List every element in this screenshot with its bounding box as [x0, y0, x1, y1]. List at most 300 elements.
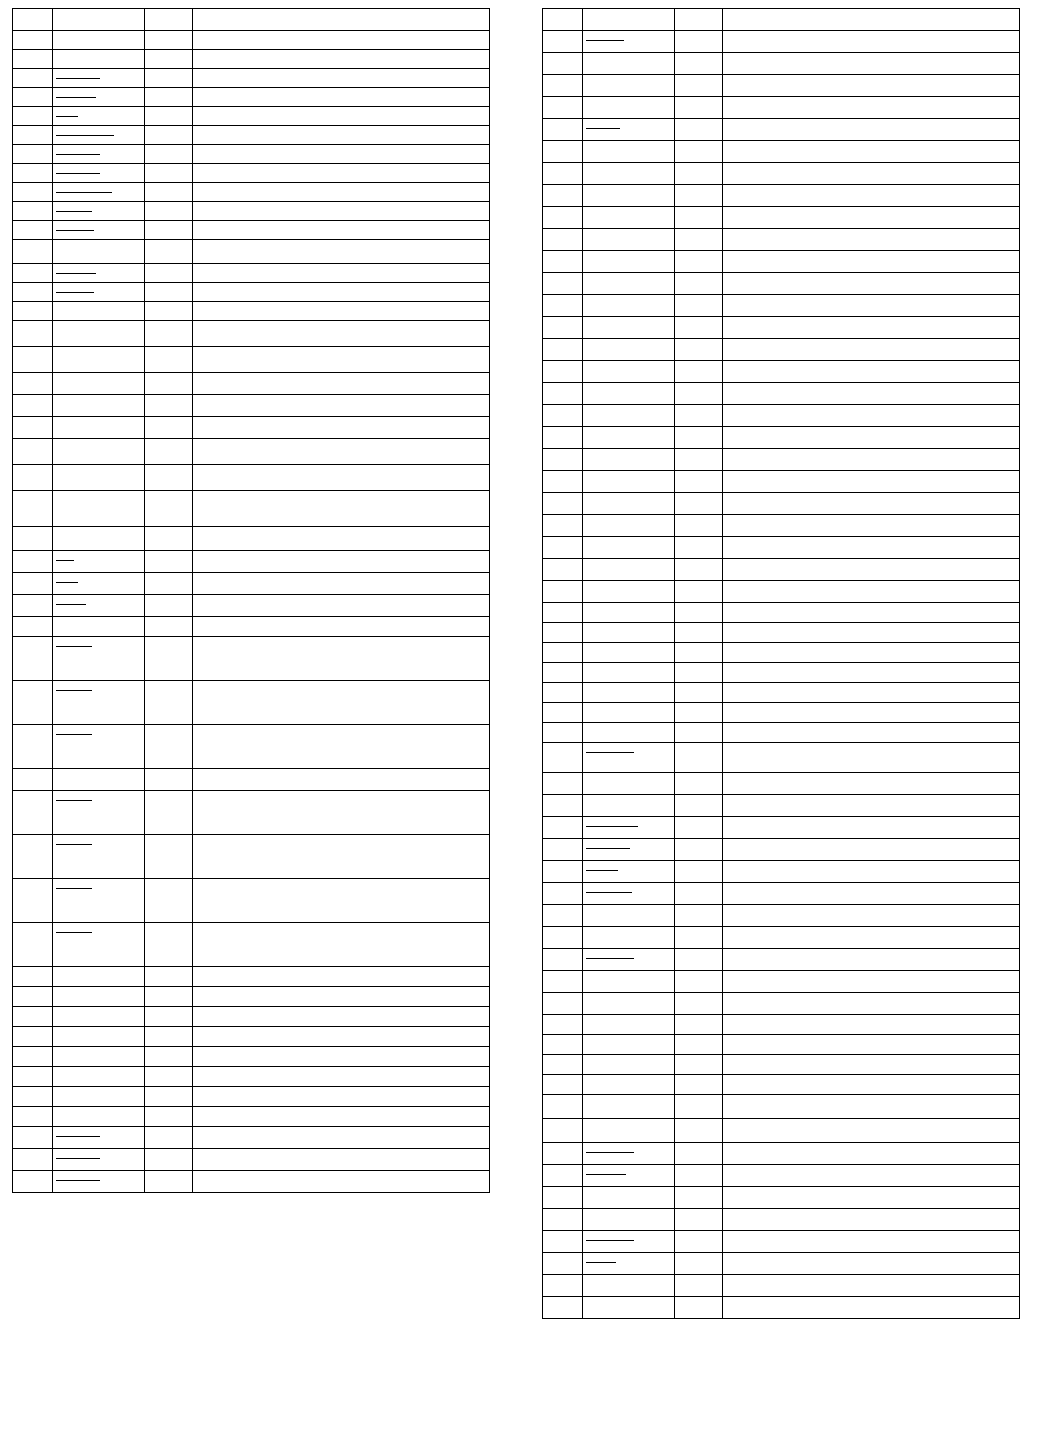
- row-name-cell: [583, 339, 675, 361]
- row-number-cell: [543, 185, 583, 207]
- row-code-cell: [675, 1165, 723, 1187]
- underline-mark: [586, 1233, 634, 1241]
- underline-mark: [56, 881, 92, 889]
- underline-mark: [586, 819, 638, 827]
- underline-mark: [56, 285, 94, 293]
- row-code-cell: [675, 141, 723, 163]
- row-code-cell: [145, 283, 193, 302]
- row-number-cell: [13, 1149, 53, 1171]
- table-row: [13, 417, 490, 439]
- row-number-cell: [543, 537, 583, 559]
- row-code-cell: [675, 427, 723, 449]
- underline-mark: [56, 266, 96, 274]
- underline-mark: [56, 128, 114, 136]
- underline-mark: [56, 185, 112, 193]
- row-description-cell: [723, 861, 1020, 883]
- row-number-cell: [13, 240, 53, 264]
- row-description-cell: [723, 703, 1020, 723]
- row-name-cell: [583, 229, 675, 251]
- underline-mark: [586, 33, 624, 41]
- table-row: [543, 515, 1020, 537]
- row-code-cell: [675, 185, 723, 207]
- underline-mark: [56, 71, 100, 79]
- row-number-cell: [543, 1231, 583, 1253]
- row-name-cell: [53, 283, 145, 302]
- row-name-cell: [583, 163, 675, 185]
- row-code-cell: [145, 1107, 193, 1127]
- table-row: [543, 317, 1020, 339]
- table-row: [13, 1149, 490, 1171]
- row-description-cell: [723, 743, 1020, 773]
- table-row: [543, 883, 1020, 905]
- row-name-cell: [583, 75, 675, 97]
- row-name-cell: [53, 417, 145, 439]
- row-code-cell: [675, 839, 723, 861]
- table-row: [13, 164, 490, 183]
- row-number-cell: [543, 449, 583, 471]
- row-number-cell: [543, 31, 583, 53]
- row-number-cell: [13, 1171, 53, 1193]
- row-number-cell: [13, 791, 53, 835]
- row-name-cell: [583, 383, 675, 405]
- row-number-cell: [13, 1127, 53, 1149]
- row-description-cell: [723, 537, 1020, 559]
- row-number-cell: [13, 264, 53, 283]
- row-description-cell: [193, 373, 490, 395]
- underline-mark: [56, 553, 74, 561]
- row-name-cell: [53, 221, 145, 240]
- row-number-cell: [543, 773, 583, 795]
- underline-mark: [56, 639, 92, 647]
- underline-mark: [56, 1151, 100, 1159]
- row-code-cell: [675, 471, 723, 493]
- row-description-cell: [723, 1165, 1020, 1187]
- row-name-cell: [53, 551, 145, 573]
- row-description-cell: [193, 923, 490, 967]
- row-code-cell: [675, 493, 723, 515]
- row-description-cell: [193, 164, 490, 183]
- row-description-cell: [193, 88, 490, 107]
- table-row: [543, 817, 1020, 839]
- table-row: [543, 53, 1020, 75]
- row-code-cell: [675, 1275, 723, 1297]
- row-description-cell: [723, 1209, 1020, 1231]
- row-number-cell: [13, 573, 53, 595]
- row-code-cell: [675, 31, 723, 53]
- row-name-cell: [583, 1253, 675, 1275]
- row-code-cell: [675, 1143, 723, 1165]
- row-name-cell: [583, 273, 675, 295]
- row-name-cell: [53, 50, 145, 69]
- table-row: [543, 1165, 1020, 1187]
- table-row: [13, 145, 490, 164]
- row-number-cell: [543, 603, 583, 623]
- row-code-cell: [675, 1015, 723, 1035]
- row-description-cell: [723, 927, 1020, 949]
- row-code-cell: [145, 1067, 193, 1087]
- row-description-cell: [193, 202, 490, 221]
- row-number-cell: [543, 471, 583, 493]
- row-description-cell: [723, 141, 1020, 163]
- row-description-cell: [193, 240, 490, 264]
- underline-mark: [586, 841, 630, 849]
- row-name-cell: [53, 164, 145, 183]
- row-description-cell: [193, 395, 490, 417]
- underline-mark: [586, 885, 632, 893]
- row-description-cell: [193, 551, 490, 573]
- row-code-cell: [145, 202, 193, 221]
- row-description-cell: [193, 302, 490, 321]
- table-row: [13, 264, 490, 283]
- row-number-cell: [13, 69, 53, 88]
- row-number-cell: [13, 637, 53, 681]
- row-number-cell: [13, 527, 53, 551]
- row-number-cell: [13, 9, 53, 31]
- row-description-cell: [723, 663, 1020, 683]
- row-name-cell: [583, 703, 675, 723]
- row-code-cell: [675, 861, 723, 883]
- row-description-cell: [723, 163, 1020, 185]
- row-name-cell: [583, 1035, 675, 1055]
- table-row: [13, 1127, 490, 1149]
- table-row: [13, 302, 490, 321]
- row-description-cell: [193, 879, 490, 923]
- row-description-cell: [723, 515, 1020, 537]
- row-name-cell: [583, 537, 675, 559]
- row-description-cell: [723, 1187, 1020, 1209]
- row-description-cell: [723, 9, 1020, 31]
- table-row: [543, 949, 1020, 971]
- underline-mark: [586, 951, 634, 959]
- row-description-cell: [723, 1035, 1020, 1055]
- row-name-cell: [583, 1275, 675, 1297]
- table-row: [543, 581, 1020, 603]
- row-description-cell: [723, 773, 1020, 795]
- row-number-cell: [543, 839, 583, 861]
- row-name-cell: [583, 559, 675, 581]
- row-description-cell: [193, 439, 490, 465]
- row-code-cell: [145, 769, 193, 791]
- row-code-cell: [145, 1047, 193, 1067]
- row-description-cell: [193, 417, 490, 439]
- row-code-cell: [675, 1253, 723, 1275]
- row-code-cell: [675, 1297, 723, 1319]
- table-row: [13, 69, 490, 88]
- row-description-cell: [723, 207, 1020, 229]
- row-number-cell: [543, 229, 583, 251]
- row-description-cell: [723, 493, 1020, 515]
- table-row: [13, 681, 490, 725]
- table-row: [543, 663, 1020, 683]
- row-description-cell: [723, 295, 1020, 317]
- row-description-cell: [723, 1095, 1020, 1119]
- row-name-cell: [583, 1015, 675, 1035]
- row-name-cell: [583, 663, 675, 683]
- table-row: [13, 31, 490, 50]
- row-number-cell: [543, 163, 583, 185]
- row-code-cell: [675, 1231, 723, 1253]
- table-row: [543, 1119, 1020, 1143]
- table-row: [543, 703, 1020, 723]
- row-description-cell: [193, 50, 490, 69]
- row-description-cell: [723, 229, 1020, 251]
- row-code-cell: [675, 581, 723, 603]
- table-row: [543, 1275, 1020, 1297]
- table-row: [13, 1107, 490, 1127]
- row-code-cell: [675, 559, 723, 581]
- row-name-cell: [53, 1067, 145, 1087]
- row-code-cell: [675, 1075, 723, 1095]
- row-name-cell: [53, 126, 145, 145]
- row-name-cell: [583, 905, 675, 927]
- table-row: [543, 1055, 1020, 1075]
- table-row: [543, 1015, 1020, 1035]
- row-name-cell: [583, 993, 675, 1015]
- row-description-cell: [723, 559, 1020, 581]
- row-description-cell: [723, 427, 1020, 449]
- row-name-cell: [583, 643, 675, 663]
- row-code-cell: [145, 465, 193, 491]
- row-description-cell: [193, 347, 490, 373]
- row-name-cell: [583, 119, 675, 141]
- row-code-cell: [675, 339, 723, 361]
- table-row: [13, 769, 490, 791]
- row-name-cell: [583, 839, 675, 861]
- table-row: [13, 527, 490, 551]
- row-name-cell: [53, 240, 145, 264]
- row-number-cell: [543, 643, 583, 663]
- table-row: [13, 88, 490, 107]
- row-number-cell: [543, 559, 583, 581]
- row-code-cell: [145, 617, 193, 637]
- table-row: [13, 1047, 490, 1067]
- row-name-cell: [53, 491, 145, 527]
- row-name-cell: [53, 835, 145, 879]
- table-row: [543, 119, 1020, 141]
- row-description-cell: [193, 321, 490, 347]
- row-code-cell: [145, 145, 193, 164]
- row-code-cell: [675, 537, 723, 559]
- row-description-cell: [723, 1119, 1020, 1143]
- table-row: [543, 1297, 1020, 1319]
- row-number-cell: [543, 1055, 583, 1075]
- left-column: [12, 8, 490, 1193]
- row-number-cell: [13, 1007, 53, 1027]
- row-name-cell: [583, 427, 675, 449]
- table-row: [13, 373, 490, 395]
- table-row: [543, 207, 1020, 229]
- row-code-cell: [675, 251, 723, 273]
- row-code-cell: [675, 75, 723, 97]
- row-description-cell: [723, 97, 1020, 119]
- row-name-cell: [53, 923, 145, 967]
- table-row: [543, 971, 1020, 993]
- row-name-cell: [53, 202, 145, 221]
- row-number-cell: [543, 317, 583, 339]
- table-row: [13, 347, 490, 373]
- row-number-cell: [543, 75, 583, 97]
- row-number-cell: [13, 283, 53, 302]
- row-description-cell: [193, 527, 490, 551]
- row-code-cell: [145, 1027, 193, 1047]
- row-description-cell: [193, 221, 490, 240]
- row-description-cell: [723, 75, 1020, 97]
- table-row: [543, 163, 1020, 185]
- row-number-cell: [543, 683, 583, 703]
- row-number-cell: [13, 302, 53, 321]
- row-description-cell: [723, 317, 1020, 339]
- row-name-cell: [583, 185, 675, 207]
- row-code-cell: [145, 69, 193, 88]
- row-number-cell: [543, 1075, 583, 1095]
- row-number-cell: [13, 321, 53, 347]
- table-row: [543, 905, 1020, 927]
- row-code-cell: [145, 302, 193, 321]
- row-number-cell: [543, 1253, 583, 1275]
- row-name-cell: [583, 1209, 675, 1231]
- row-code-cell: [145, 681, 193, 725]
- row-name-cell: [583, 251, 675, 273]
- row-code-cell: [145, 9, 193, 31]
- row-number-cell: [13, 617, 53, 637]
- table-row: [543, 773, 1020, 795]
- row-number-cell: [543, 493, 583, 515]
- row-name-cell: [583, 971, 675, 993]
- row-name-cell: [53, 302, 145, 321]
- table-row: [13, 1171, 490, 1193]
- row-code-cell: [675, 1035, 723, 1055]
- row-number-cell: [543, 1275, 583, 1297]
- row-number-cell: [13, 221, 53, 240]
- row-number-cell: [13, 107, 53, 126]
- row-number-cell: [543, 927, 583, 949]
- row-code-cell: [145, 183, 193, 202]
- row-number-cell: [13, 835, 53, 879]
- table-row: [13, 1067, 490, 1087]
- row-name-cell: [583, 927, 675, 949]
- table-row: [13, 126, 490, 145]
- table-row: [13, 50, 490, 69]
- table-row: [13, 1027, 490, 1047]
- row-description-cell: [193, 264, 490, 283]
- underline-mark: [586, 121, 620, 129]
- underline-mark: [56, 109, 78, 117]
- row-name-cell: [583, 515, 675, 537]
- underline-mark: [56, 1173, 100, 1181]
- row-description-cell: [193, 617, 490, 637]
- row-number-cell: [543, 1015, 583, 1035]
- row-name-cell: [53, 595, 145, 617]
- row-number-cell: [13, 681, 53, 725]
- row-number-cell: [543, 1187, 583, 1209]
- table-row: [543, 9, 1020, 31]
- table-row: [543, 1143, 1020, 1165]
- row-description-cell: [723, 905, 1020, 927]
- row-name-cell: [53, 439, 145, 465]
- row-number-cell: [13, 183, 53, 202]
- table-row: [543, 251, 1020, 273]
- row-name-cell: [53, 321, 145, 347]
- table-row: [13, 835, 490, 879]
- row-code-cell: [145, 491, 193, 527]
- row-code-cell: [675, 723, 723, 743]
- row-description-cell: [193, 967, 490, 987]
- row-name-cell: [53, 987, 145, 1007]
- row-description-cell: [193, 69, 490, 88]
- table-row: [543, 537, 1020, 559]
- row-description-cell: [193, 465, 490, 491]
- row-name-cell: [583, 723, 675, 743]
- row-number-cell: [543, 207, 583, 229]
- row-code-cell: [675, 361, 723, 383]
- row-description-cell: [193, 1149, 490, 1171]
- row-description-cell: [723, 993, 1020, 1015]
- row-description-cell: [723, 643, 1020, 663]
- row-description-cell: [723, 581, 1020, 603]
- row-description-cell: [193, 769, 490, 791]
- row-number-cell: [543, 361, 583, 383]
- row-name-cell: [583, 1297, 675, 1319]
- table-row: [543, 1187, 1020, 1209]
- underline-mark: [56, 683, 92, 691]
- table-row: [13, 465, 490, 491]
- row-code-cell: [145, 637, 193, 681]
- row-description-cell: [723, 603, 1020, 623]
- row-number-cell: [13, 595, 53, 617]
- row-name-cell: [53, 395, 145, 417]
- row-name-cell: [583, 743, 675, 773]
- row-number-cell: [13, 923, 53, 967]
- row-number-cell: [13, 879, 53, 923]
- row-description-cell: [193, 1171, 490, 1193]
- table-row: [543, 1095, 1020, 1119]
- table-row: [13, 183, 490, 202]
- row-name-cell: [583, 317, 675, 339]
- row-name-cell: [53, 1107, 145, 1127]
- row-description-cell: [723, 471, 1020, 493]
- row-code-cell: [675, 119, 723, 141]
- row-number-cell: [543, 9, 583, 31]
- row-name-cell: [583, 883, 675, 905]
- row-number-cell: [543, 405, 583, 427]
- row-number-cell: [543, 949, 583, 971]
- row-code-cell: [675, 295, 723, 317]
- row-number-cell: [543, 427, 583, 449]
- row-description-cell: [723, 1055, 1020, 1075]
- row-number-cell: [13, 31, 53, 50]
- row-number-cell: [13, 439, 53, 465]
- row-name-cell: [583, 207, 675, 229]
- row-number-cell: [543, 251, 583, 273]
- table-row: [543, 839, 1020, 861]
- row-description-cell: [193, 1087, 490, 1107]
- table-row: [543, 405, 1020, 427]
- row-code-cell: [675, 743, 723, 773]
- row-name-cell: [53, 725, 145, 769]
- table-row: [13, 637, 490, 681]
- underline-mark: [586, 1145, 634, 1153]
- row-code-cell: [145, 107, 193, 126]
- row-name-cell: [53, 1047, 145, 1067]
- table-row: [13, 240, 490, 264]
- row-code-cell: [145, 1087, 193, 1107]
- underline-mark: [56, 166, 100, 174]
- row-number-cell: [543, 581, 583, 603]
- underline-mark: [56, 925, 92, 933]
- row-name-cell: [53, 145, 145, 164]
- row-name-cell: [53, 573, 145, 595]
- row-description-cell: [723, 1253, 1020, 1275]
